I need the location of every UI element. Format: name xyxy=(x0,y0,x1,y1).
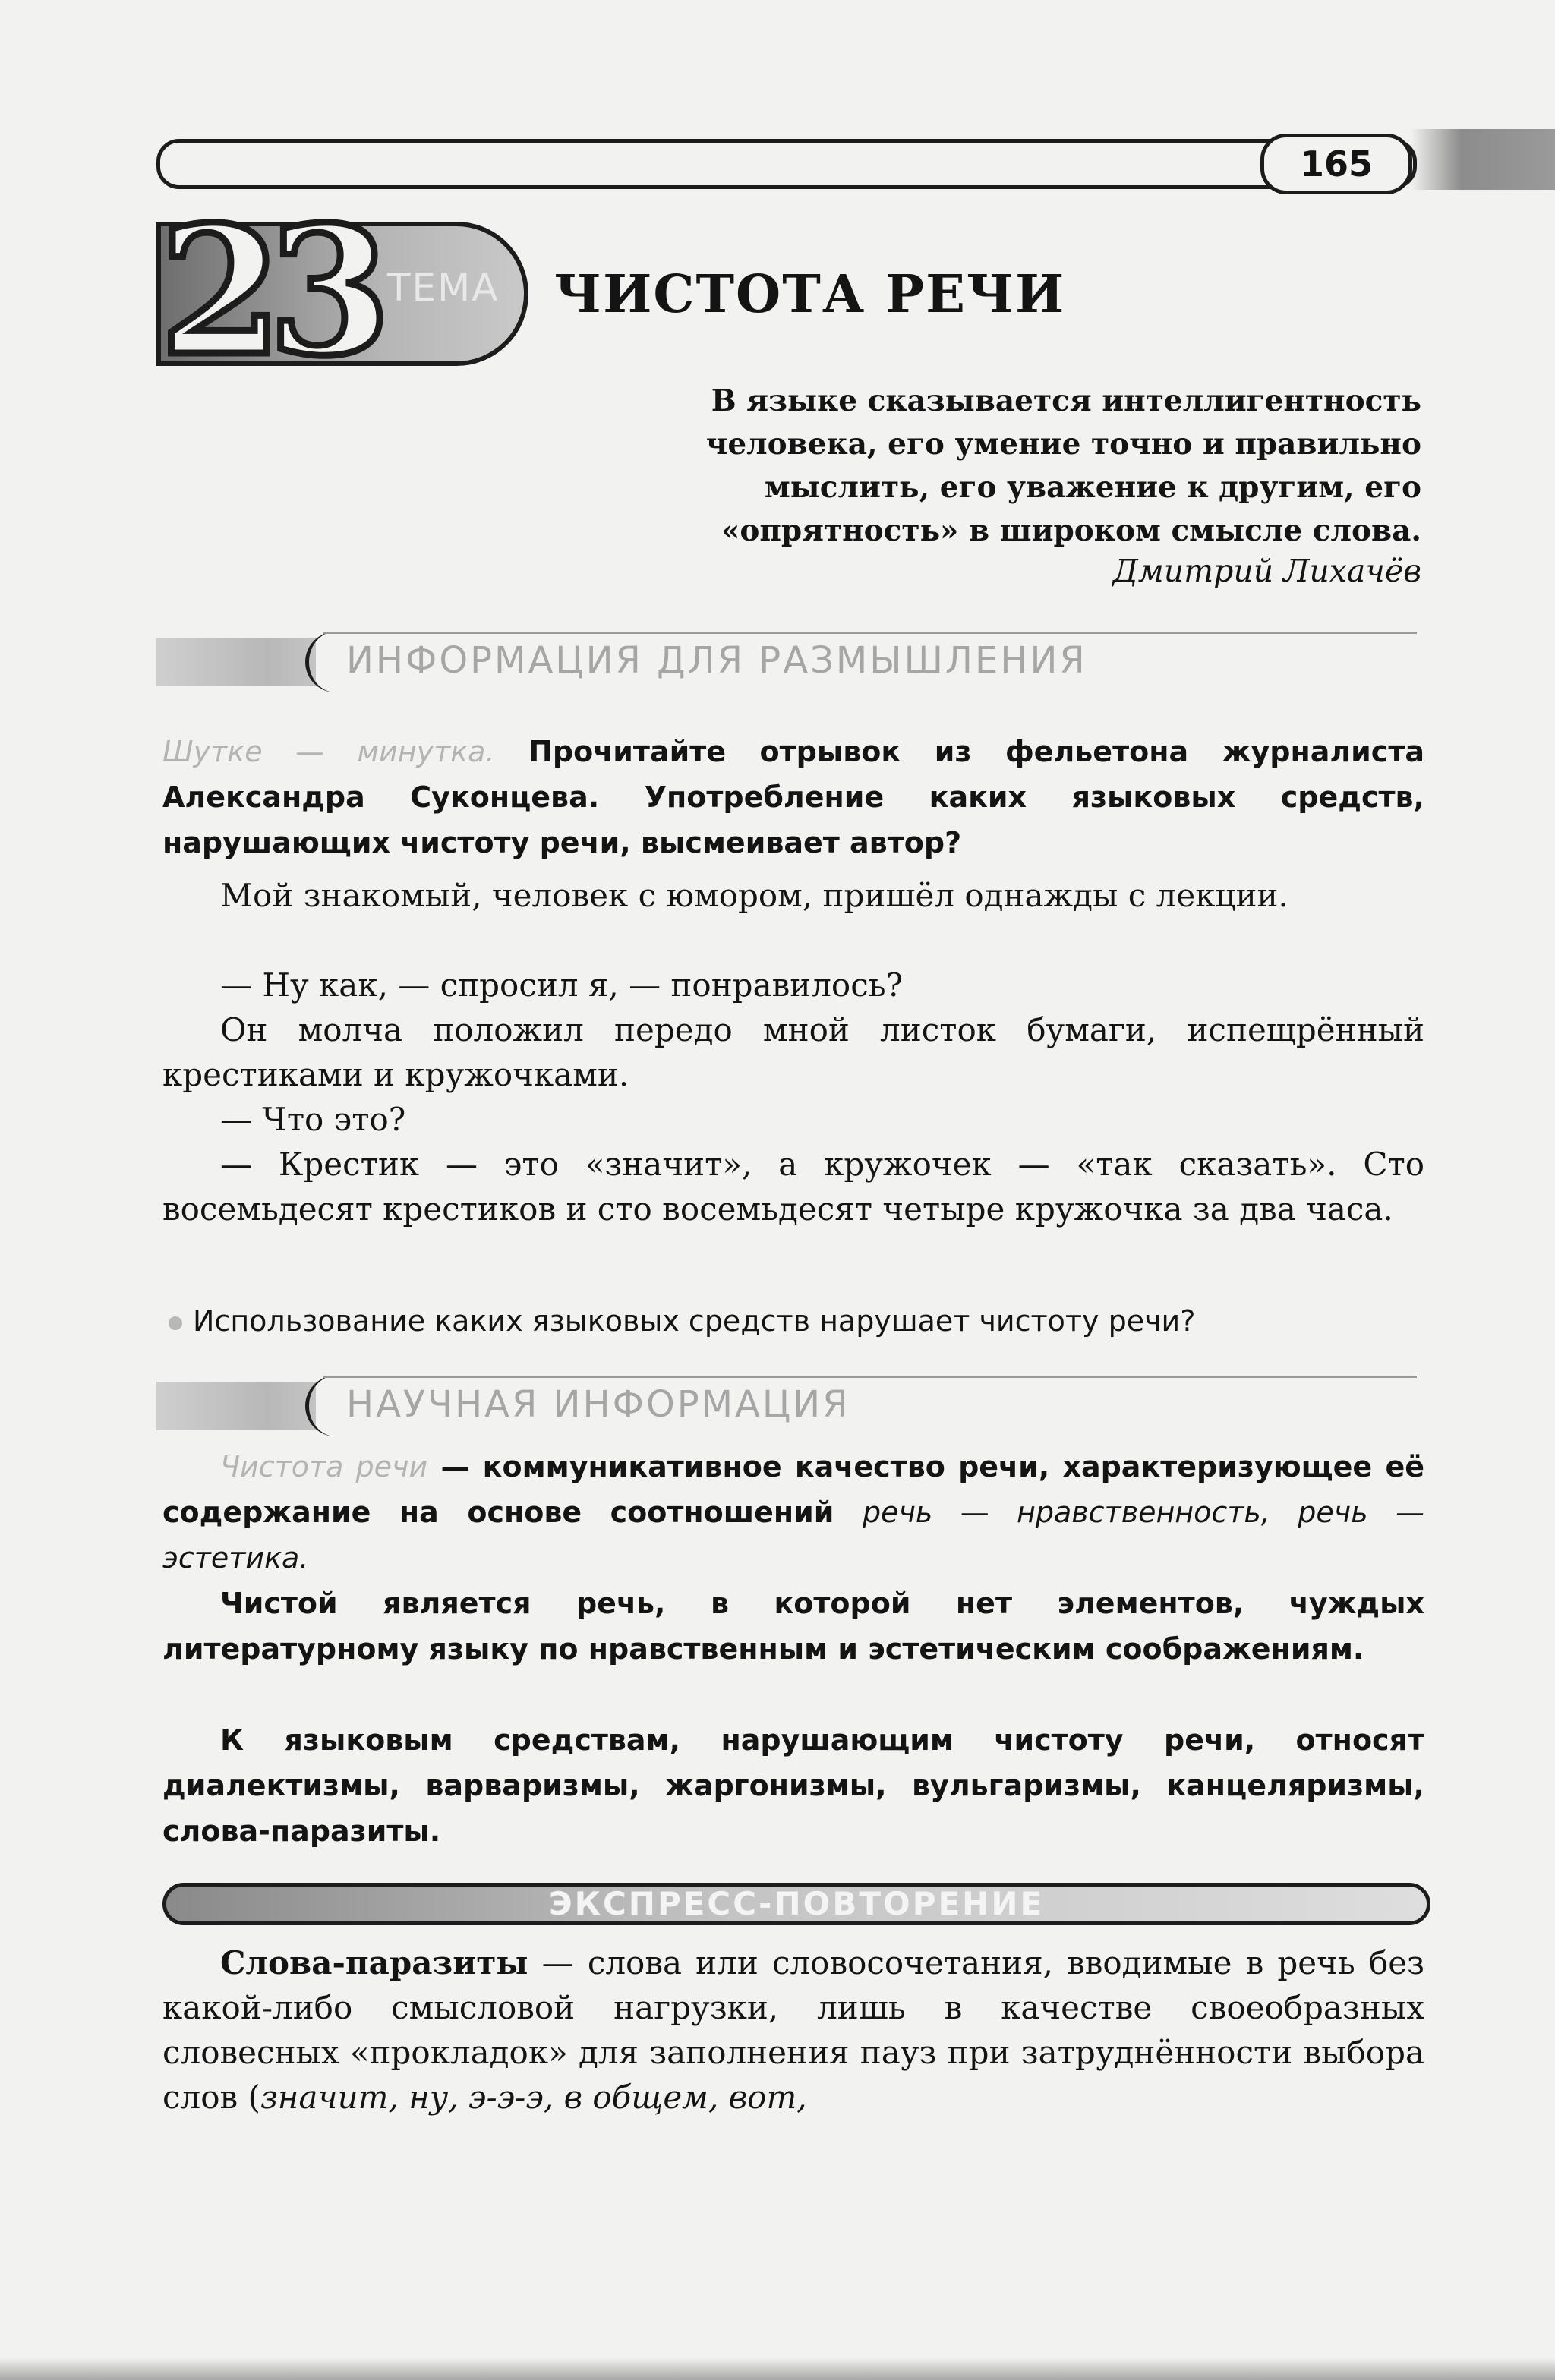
section-rule xyxy=(323,1376,1417,1378)
definition-paragraph xyxy=(162,1444,1424,1581)
page-title: ЧИСТОТА РЕЧИ xyxy=(554,264,1066,325)
express-review-banner xyxy=(162,1883,1430,1925)
express-examples: значит, ну, э-э-э, в общем, вот, xyxy=(260,2079,807,2116)
page-edge-shadow xyxy=(1411,129,1555,190)
story-paragraph: — Крестик — это «значит», а кружочек — «так сказать». Сто восемьдесят крестиков и сто восемьдесят четыре кружочка за два часа. xyxy=(162,1146,1424,1228)
section-header-reflection xyxy=(156,632,1432,692)
page-number: 165 xyxy=(1260,134,1412,194)
section-title: ИНФОРМАЦИЯ ДЛЯ РАЗМЫШЛЕНИЯ xyxy=(346,639,1087,682)
story-paragraph: Мой знакомый, человек с юмором, пришёл однажды с лекции. xyxy=(220,877,1288,914)
section-title: НАУЧНАЯ ИНФОРМАЦИЯ xyxy=(346,1383,850,1426)
running-header-bar xyxy=(156,139,1417,189)
bullet-dot-icon xyxy=(169,1316,182,1330)
task-text: Прочитайте отрывок из фельетона журналиста Александра Суконцева. Употребление каких языковых средств, нарушающих чистоту речи, высмеивает автор? xyxy=(162,735,1424,859)
section-tab xyxy=(156,638,316,686)
express-review-title: ЭКСПРЕСС-ПОВТОРЕНИЕ xyxy=(548,1885,1045,1922)
rule-paragraph: Чистой является речь, в которой нет элементов, чуждых литературному языку по нравственным и эстетическим соображениям. xyxy=(162,1587,1424,1666)
epigraph-author: Дмитрий Лихачёв xyxy=(1112,553,1421,589)
express-term: Слова-паразиты xyxy=(220,1944,528,1981)
rule-paragraph: К языковым средствам, нарушающим чистоту речи, относят диалектизмы, варваризмы, жаргонизмы, вульгаризмы, канцеляризмы, слова-паразиты. xyxy=(162,1723,1424,1848)
express-text: — слова или словосочетания, вводимые в речь без какой-либо смысловой нагрузки, лишь в качестве своеобразных словесных «прокладок» для заполнения пауз при затруднённости выбора слов ( xyxy=(162,1944,1424,2116)
story-paragraph: — Что это? xyxy=(220,1101,406,1138)
definition-text: — коммуникативное качество речи, характеризующее её содержание на основе соотношений xyxy=(162,1450,1424,1529)
question-text: Использование каких языковых средств нарушает чистоту речи? xyxy=(193,1304,1196,1338)
definition-term: Чистота речи xyxy=(220,1450,428,1483)
express-paragraph xyxy=(162,1940,1424,2120)
story-paragraph: Он молча положил передо мной листок бумаги, испещрённый крестиками и кружочками. xyxy=(162,1011,1424,1093)
definition-italic: речь — нравственность, речь — эстетика. xyxy=(162,1496,1424,1575)
epigraph-text: В языке сказывается интеллигентность человека, его умение точно и правильно мыслить, его уважение к другим, его «опрятность» в широком смысле слова. xyxy=(705,383,1421,548)
task-instruction xyxy=(162,729,1424,865)
topic-word: ТЕМА xyxy=(387,266,500,310)
page-bottom-shadow xyxy=(0,2357,1555,2380)
review-question xyxy=(169,1300,1429,1342)
story-paragraph: — Ну как, — спросил я, — понравилось? xyxy=(220,966,904,1004)
task-lead: Шутке — минутка. xyxy=(162,735,495,768)
section-rule xyxy=(323,632,1417,634)
section-tab xyxy=(156,1382,316,1430)
topic-number: 23 xyxy=(159,188,377,395)
section-header-scientific xyxy=(156,1376,1432,1436)
